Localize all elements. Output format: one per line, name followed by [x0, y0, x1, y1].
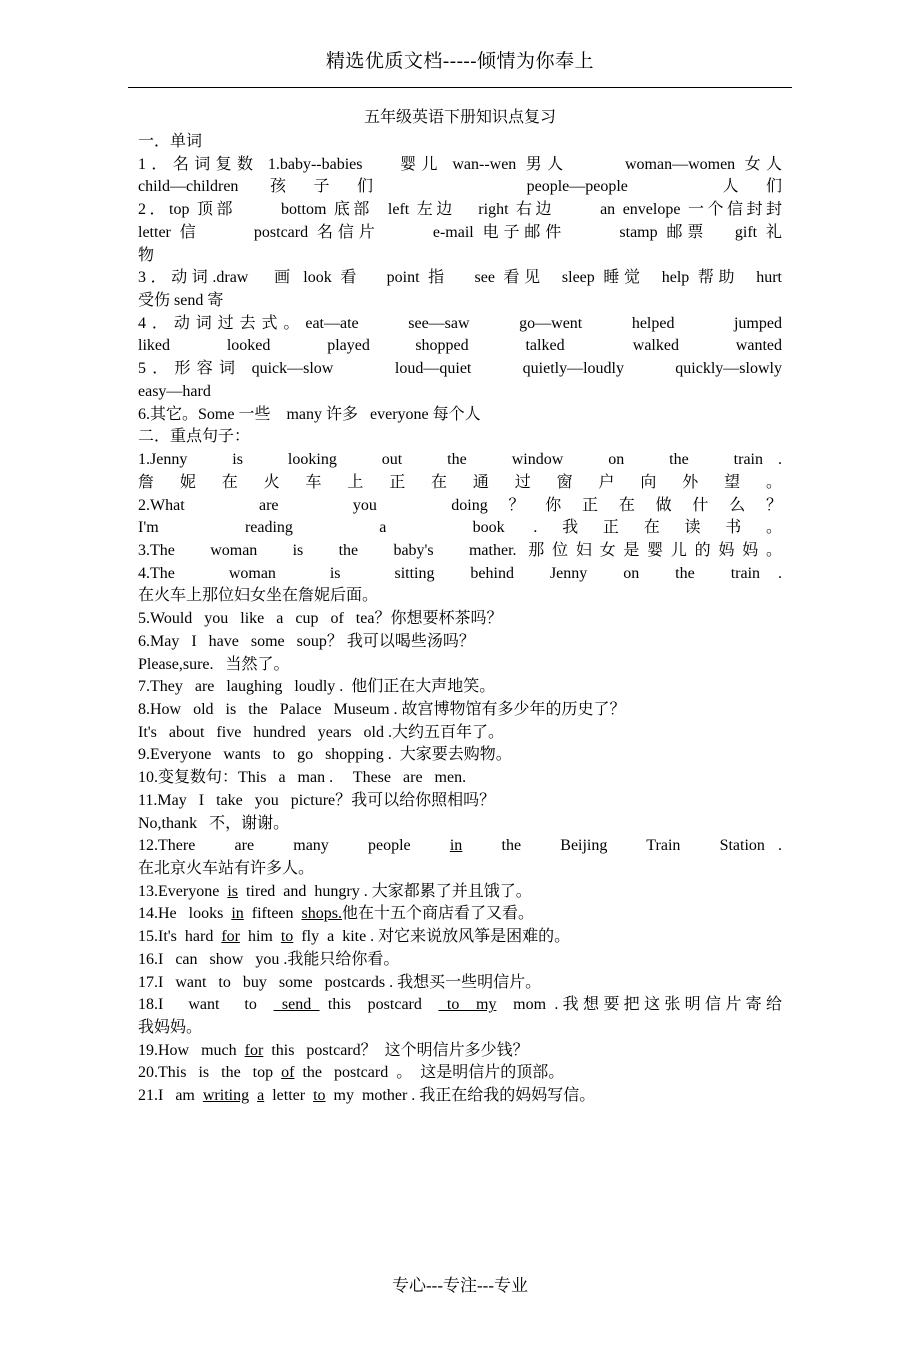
item-text: 形容词 quick—slow loud—quiet quietly—loudly quickly—slowly	[174, 360, 782, 378]
word-item-1-line-1	[138, 154, 782, 177]
sentence-en: 12.There are many people in the Beijing Train Station .	[138, 837, 782, 855]
sentence-zh: Please,sure. 当然了。	[138, 655, 290, 673]
sentence-zh: 我妈妈。	[138, 1019, 203, 1037]
sentence-zh: I'm reading a book .我正在读书。	[138, 519, 782, 537]
sentence-en: 19.How much for this postcard？ 这个明信片多少钱？	[138, 1041, 529, 1059]
sentence-en: 13.Everyone is tired and hungry . 大家都累了并且饿了。	[138, 882, 532, 900]
item-number: 5．	[138, 360, 175, 378]
item-text: top 顶部 bottom 底部 left 左边 right 右边 an envelope 一个信封封	[169, 201, 782, 219]
sentence-en: 20.This is the top of the postcard 。 这是明信片的顶部。	[138, 1064, 565, 1082]
item-text: 动词过去式。eat—ate see—saw go—went helped jumped	[173, 314, 782, 332]
sentence-en: 17.I want to buy some postcards . 我想买一些明信片。	[138, 973, 542, 991]
word-item-6	[138, 404, 782, 427]
item-text: 名词复数 1.baby--babies 婴儿 wan--wen 男人 woman—women 女人	[172, 155, 782, 173]
section-heading-2: 二．重点句子：	[138, 428, 251, 446]
header-divider	[128, 87, 792, 88]
sentence-en: 11.May I take you picture？我可以给你照相吗？	[138, 791, 496, 809]
header-banner: 精选优质文档-----倾情为你奉上	[325, 51, 595, 72]
sentence-en: 16.I can show you .我能只给你看。	[138, 950, 400, 968]
sentence-en: 5.Would you like a cup of tea？你想要杯茶吗？	[138, 610, 503, 628]
sentence-en: 2.What are you doing？你正在做什么？	[138, 496, 782, 514]
sentence-en: 4.The woman is sitting behind Jenny on the train .	[138, 564, 782, 582]
sentence-en: 1.Jenny is looking out the window on the train .	[138, 451, 782, 469]
sentence-zh: 詹妮在火车上正在通过窗户向外望。	[138, 473, 782, 491]
word-item-3-line-1	[138, 267, 782, 290]
item-number: 2．	[138, 201, 170, 219]
section-heading-1: 一．单词	[138, 133, 203, 150]
word-item-4-line-2: liked looked played shopped talked walked wanted	[138, 337, 782, 355]
document-content	[138, 131, 782, 1108]
item-text: 动词.draw 画 look 看 point 指 see 看见 sleep 睡觉 help 帮助 hurt	[171, 269, 782, 287]
item-number: 4．	[138, 314, 174, 332]
word-item-2-line-2: letter 信 postcard 名信片 e-mail 电子邮件 stamp 邮票 gift 礼	[138, 223, 782, 241]
item-text: 其它。Some 一些 many 许多 everyone 每个人	[150, 405, 481, 423]
sentence-en: 10.变复数句：This a man . These are men.	[138, 769, 467, 787]
sentence-list	[138, 449, 782, 1108]
sentence-zh: It's about five hundred years old .大约五百年了。	[138, 723, 504, 741]
item-number: 1．	[138, 155, 173, 173]
sentence-en: 3.The woman is the baby's mather. 那位妇女是婴儿的妈妈。	[138, 541, 782, 559]
sentence-en: 15.It's hard for him to fly a kite . 对它来说放风筝是困难的。	[138, 928, 571, 946]
sentence-en: 21.I am writing a letter to my mother . 我正在给我的妈妈写信。	[138, 1087, 596, 1105]
page-title: 五年级英语下册知识点复习	[363, 109, 556, 126]
sentence-zh: 在火车上那位妇女坐在詹妮后面。	[138, 587, 379, 605]
item-number: 6.	[138, 405, 150, 423]
sentence-en: 18.I want to send this postcard to my mom .我想要把这张明信片寄给	[138, 996, 783, 1014]
word-item-2-line-3: 物	[138, 246, 155, 264]
sentence-en: 9.Everyone wants to go shopping . 大家要去购物。	[138, 746, 512, 764]
word-item-5-line-2: easy—hard	[138, 382, 211, 400]
item-number: 3．	[138, 269, 172, 287]
word-item-4-line-1	[138, 313, 782, 336]
word-item-3-line-2: 受伤 send 寄	[138, 292, 224, 310]
word-item-5-line-1	[138, 358, 782, 381]
word-item-1-line-2: child—children 孩子们 people—people 人们	[138, 178, 782, 196]
sentence-en: 14.He looks in fifteen shops.他在十五个商店看了又看。	[138, 905, 534, 923]
sentence-zh: No,thank 不，谢谢。	[138, 814, 290, 832]
sentence-en: 6.May I have some soup？ 我可以喝些汤吗？	[138, 632, 475, 650]
sentence-zh: 在北京火车站有许多人。	[138, 860, 315, 877]
sentence-en: 8.How old is the Palace Museum . 故宫博物馆有多少年的历史了？	[138, 700, 626, 718]
page-footer: 专心---专注---专业	[392, 1276, 528, 1295]
sentence-en: 7.They are laughing loudly . 他们正在大声地笑。	[138, 678, 496, 696]
word-item-2-line-1	[138, 199, 782, 222]
document-page	[0, 46, 920, 1348]
